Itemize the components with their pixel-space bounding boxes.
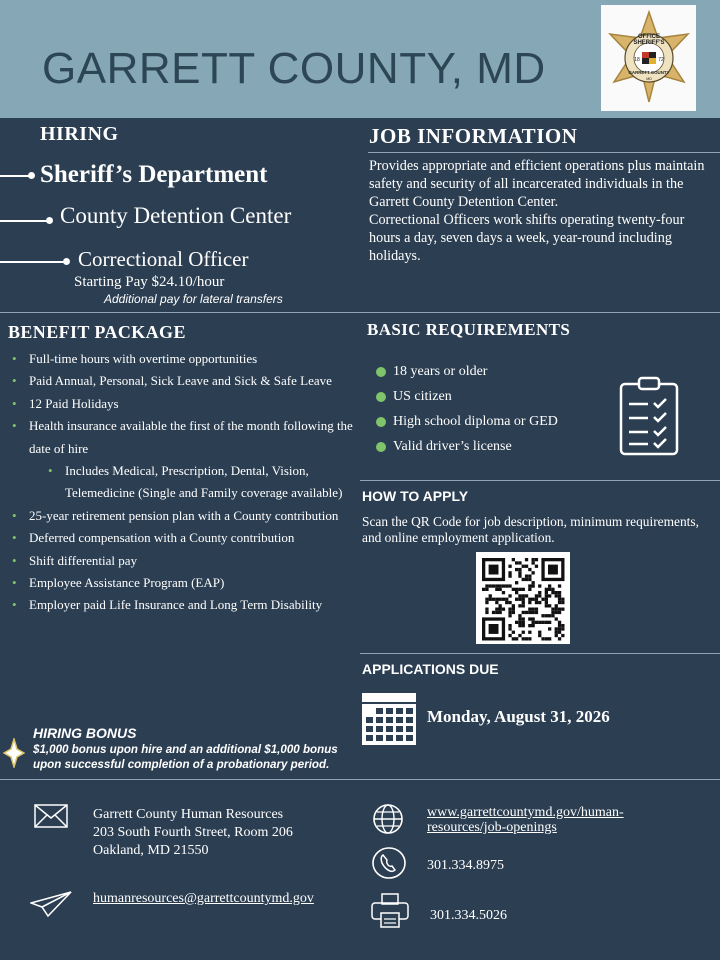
qr-module bbox=[522, 594, 525, 597]
qr-module bbox=[522, 601, 525, 604]
position-line bbox=[0, 261, 65, 263]
qr-module bbox=[515, 588, 518, 591]
qr-module bbox=[492, 584, 495, 587]
hiring-bonus-heading: HIRING BONUS bbox=[33, 725, 137, 741]
qr-module bbox=[499, 611, 502, 614]
qr-module bbox=[548, 584, 551, 587]
divider-apply bbox=[360, 480, 720, 481]
clipboard-checklist-icon bbox=[618, 376, 680, 456]
qr-module bbox=[515, 621, 518, 624]
qr-module bbox=[532, 617, 535, 620]
qr-module bbox=[515, 581, 518, 584]
qr-module bbox=[538, 631, 541, 634]
qr-module bbox=[525, 578, 528, 581]
qr-module bbox=[522, 565, 525, 568]
qr-module bbox=[528, 611, 531, 614]
qr-module bbox=[535, 601, 538, 604]
qr-module bbox=[528, 584, 531, 587]
qr-module bbox=[555, 634, 558, 637]
qr-module bbox=[525, 565, 528, 568]
qr-module bbox=[522, 604, 525, 607]
contact-website-line2[interactable]: resources/job-openings bbox=[427, 820, 557, 835]
qr-module bbox=[518, 588, 521, 591]
calendar-day-cell bbox=[386, 726, 393, 732]
qr-module bbox=[532, 584, 535, 587]
qr-module bbox=[522, 588, 525, 591]
qr-module bbox=[532, 581, 535, 584]
qr-module bbox=[548, 594, 551, 597]
qr-finder-pattern bbox=[489, 624, 499, 634]
qr-module bbox=[499, 608, 502, 611]
qr-module bbox=[508, 584, 511, 587]
qr-module bbox=[508, 627, 511, 630]
job-info-rule bbox=[368, 152, 720, 153]
qr-module bbox=[538, 584, 541, 587]
qr-module bbox=[495, 584, 498, 587]
how-to-apply-heading: HOW TO APPLY bbox=[362, 488, 469, 504]
qr-module bbox=[505, 598, 508, 601]
qr-module bbox=[522, 631, 525, 634]
calendar-day-cell bbox=[366, 726, 373, 732]
benefit-item: • 25-year retirement pension plan with a County contribution bbox=[10, 505, 355, 527]
department-dot bbox=[28, 172, 35, 179]
calendar-day-cell bbox=[396, 735, 403, 741]
calendar-day-cell bbox=[376, 726, 383, 732]
qr-module bbox=[538, 634, 541, 637]
requirements-list bbox=[376, 359, 558, 459]
contact-website bbox=[427, 805, 624, 835]
qr-module bbox=[485, 588, 488, 591]
qr-module bbox=[518, 594, 521, 597]
qr-module bbox=[558, 624, 561, 627]
qr-module bbox=[495, 598, 498, 601]
phone-icon bbox=[371, 846, 407, 880]
qr-module bbox=[485, 598, 488, 601]
qr-module bbox=[551, 608, 554, 611]
calendar-day-cell bbox=[376, 735, 383, 741]
qr-module bbox=[499, 598, 502, 601]
qr-module bbox=[532, 621, 535, 624]
qr-module bbox=[535, 594, 538, 597]
center-dot bbox=[46, 217, 53, 224]
mail-icon bbox=[34, 804, 68, 828]
position-dot bbox=[63, 258, 70, 265]
requirement-item: 18 years or older bbox=[376, 359, 558, 384]
qr-module bbox=[532, 558, 535, 561]
qr-module bbox=[558, 591, 561, 594]
qr-module bbox=[528, 568, 531, 571]
qr-module bbox=[558, 594, 561, 597]
globe-icon bbox=[372, 803, 404, 835]
qr-module bbox=[508, 565, 511, 568]
calendar-day-cell bbox=[366, 717, 373, 723]
qr-module bbox=[515, 637, 518, 640]
qr-module bbox=[555, 604, 558, 607]
qr-module bbox=[518, 634, 521, 637]
qr-module bbox=[535, 621, 538, 624]
benefit-list bbox=[10, 348, 355, 617]
qr-module bbox=[518, 624, 521, 627]
qr-module bbox=[545, 601, 548, 604]
qr-module bbox=[538, 591, 541, 594]
qr-module bbox=[551, 614, 554, 617]
qr-module bbox=[485, 584, 488, 587]
divider-due bbox=[360, 653, 720, 654]
qr-module bbox=[522, 611, 525, 614]
badge-text-office: OFFICE bbox=[637, 34, 660, 40]
qr-module bbox=[532, 571, 535, 574]
qr-module bbox=[525, 611, 528, 614]
qr-module bbox=[512, 558, 515, 561]
qr-module bbox=[508, 575, 511, 578]
qr-module bbox=[482, 588, 485, 591]
qr-module bbox=[535, 608, 538, 611]
qr-module bbox=[502, 591, 505, 594]
qr-module bbox=[561, 624, 564, 627]
job-info-heading: JOB INFORMATION bbox=[369, 124, 578, 148]
qr-module bbox=[545, 588, 548, 591]
qr-module bbox=[545, 594, 548, 597]
qr-module bbox=[508, 571, 511, 574]
qr-module bbox=[558, 608, 561, 611]
calendar-day-cell bbox=[406, 735, 413, 741]
benefit-item: • Health insurance available the first of the month following the date of hire bbox=[10, 415, 355, 460]
department-name: Sheriff’s Department bbox=[40, 161, 268, 188]
qr-module bbox=[558, 637, 561, 640]
qr-module bbox=[499, 604, 502, 607]
job-info-paragraph-2: Correctional Officers work shifts operating twenty-four hours a day, seven days a week, year-round including holidays. bbox=[369, 212, 685, 264]
qr-module bbox=[522, 617, 525, 620]
qr-module bbox=[541, 614, 544, 617]
starting-pay: Starting Pay $24.10/hour bbox=[74, 274, 225, 290]
detention-center: County Detention Center bbox=[60, 203, 292, 228]
qr-module bbox=[528, 624, 531, 627]
qr-module bbox=[538, 601, 541, 604]
qr-module bbox=[522, 624, 525, 627]
qr-module bbox=[489, 594, 492, 597]
calendar-day-cell bbox=[406, 726, 413, 732]
divider-contact bbox=[0, 779, 720, 780]
how-to-apply-text: Scan the QR Code for job description, minimum requirements, and online employment application. bbox=[362, 514, 699, 545]
job-info-text bbox=[369, 157, 714, 265]
qr-module bbox=[548, 621, 551, 624]
calendar-day-cell bbox=[386, 717, 393, 723]
badge-text-top: SHERIFF'S bbox=[632, 40, 665, 46]
qr-module bbox=[545, 637, 548, 640]
benefit-subitem: • Includes Medical, Prescription, Dental, Vision, Telemedicine (Single and Family coverage available) bbox=[10, 460, 355, 505]
qr-module bbox=[485, 608, 488, 611]
qr-module bbox=[525, 575, 528, 578]
badge-text-bottom: GARRETT COUNTY bbox=[628, 70, 669, 75]
qr-module bbox=[505, 601, 508, 604]
requirement-item: High school diploma or GED bbox=[376, 409, 558, 434]
qr-module bbox=[535, 565, 538, 568]
qr-module bbox=[541, 598, 544, 601]
qr-module bbox=[512, 637, 515, 640]
requirement-item: Valid driver’s license bbox=[376, 434, 558, 459]
calendar-day-cell bbox=[386, 735, 393, 741]
qr-module bbox=[489, 584, 492, 587]
qr-module bbox=[548, 637, 551, 640]
qr-module bbox=[508, 608, 511, 611]
qr-module bbox=[518, 561, 521, 564]
qr-module bbox=[558, 601, 561, 604]
contact-email-link[interactable]: humanresources@garrettcountymd.gov bbox=[93, 891, 314, 906]
qr-module bbox=[528, 575, 531, 578]
requirement-item: US citizen bbox=[376, 384, 558, 409]
job-info-paragraph-1: Provides appropriate and efficient operations plus maintain safety and security of all incarcerated individuals in the Garrett County Detention Center. bbox=[369, 158, 705, 210]
benefit-item: • Employee Assistance Program (EAP) bbox=[10, 572, 355, 594]
badge-year-right: 72 bbox=[657, 57, 664, 63]
calendar-icon bbox=[362, 693, 416, 745]
qr-module bbox=[518, 575, 521, 578]
qr-module bbox=[532, 561, 535, 564]
badge-year-left: 18 bbox=[633, 57, 640, 63]
calendar-day-cell bbox=[366, 735, 373, 741]
lateral-transfer-note: Additional pay for lateral transfers bbox=[104, 292, 283, 306]
qr-module bbox=[485, 611, 488, 614]
calendar-day-cell bbox=[376, 708, 383, 714]
qr-module bbox=[495, 588, 498, 591]
qr-module bbox=[522, 621, 525, 624]
qr-module bbox=[555, 631, 558, 634]
qr-module bbox=[502, 584, 505, 587]
qr-module bbox=[538, 594, 541, 597]
qr-module bbox=[551, 591, 554, 594]
qr-module bbox=[525, 637, 528, 640]
qr-module bbox=[548, 614, 551, 617]
contact-phone: 301.334.8975 bbox=[427, 858, 504, 873]
send-paper-plane-icon bbox=[30, 891, 72, 917]
qr-module bbox=[492, 611, 495, 614]
qr-module bbox=[545, 614, 548, 617]
qr-module bbox=[518, 598, 521, 601]
qr-module bbox=[548, 627, 551, 630]
qr-module bbox=[515, 591, 518, 594]
contact-email-wrap bbox=[93, 890, 314, 908]
requirements-heading: BASIC REQUIREMENTS bbox=[367, 320, 571, 339]
qr-module bbox=[495, 611, 498, 614]
fax-printer-icon bbox=[370, 893, 410, 929]
calendar-day-cell bbox=[396, 726, 403, 732]
qr-module bbox=[515, 598, 518, 601]
center-line bbox=[0, 220, 48, 222]
hiring-heading: HIRING bbox=[40, 123, 119, 145]
qr-module bbox=[545, 604, 548, 607]
qr-module bbox=[508, 611, 511, 614]
qr-module bbox=[525, 594, 528, 597]
qr-module bbox=[541, 637, 544, 640]
qr-module bbox=[495, 608, 498, 611]
qr-module bbox=[508, 624, 511, 627]
qr-module bbox=[515, 561, 518, 564]
qr-module bbox=[512, 604, 515, 607]
qr-module bbox=[528, 608, 531, 611]
qr-module bbox=[508, 594, 511, 597]
calendar-day-cell bbox=[406, 717, 413, 723]
applications-due-heading: APPLICATIONS DUE bbox=[362, 661, 499, 677]
qr-module bbox=[508, 601, 511, 604]
qr-module bbox=[489, 598, 492, 601]
qr-module bbox=[555, 608, 558, 611]
department-line bbox=[0, 175, 30, 177]
qr-module bbox=[512, 631, 515, 634]
benefit-item: • Shift differential pay bbox=[10, 550, 355, 572]
benefit-heading: BENEFIT PACKAGE bbox=[8, 322, 186, 342]
qr-module bbox=[528, 601, 531, 604]
benefit-item: • 12 Paid Holidays bbox=[10, 393, 355, 415]
qr-module bbox=[561, 598, 564, 601]
qr-module bbox=[535, 558, 538, 561]
qr-module bbox=[558, 627, 561, 630]
position-title: Correctional Officer bbox=[78, 247, 249, 271]
contact-address bbox=[93, 806, 293, 860]
qr-module bbox=[545, 621, 548, 624]
contact-website-line1[interactable]: www.garrettcountymd.gov/human- bbox=[427, 805, 624, 820]
qr-code[interactable] bbox=[476, 552, 570, 644]
qr-module bbox=[558, 621, 561, 624]
qr-module bbox=[522, 578, 525, 581]
qr-module bbox=[508, 634, 511, 637]
contact-org: Garrett County Human Resources bbox=[93, 807, 284, 822]
qr-module bbox=[518, 614, 521, 617]
qr-module bbox=[551, 588, 554, 591]
qr-module bbox=[528, 588, 531, 591]
qr-module bbox=[555, 611, 558, 614]
qr-module bbox=[502, 608, 505, 611]
qr-module bbox=[532, 624, 535, 627]
qr-module bbox=[485, 601, 488, 604]
hiring-bonus-text: $1,000 bonus upon hire and an additional $1,000 bonus upon successful completion of a probationary period. bbox=[33, 743, 338, 771]
qr-module bbox=[558, 598, 561, 601]
qr-module bbox=[518, 617, 521, 620]
contact-street: 203 South Fourth Street, Room 206 bbox=[93, 825, 293, 840]
qr-module bbox=[558, 611, 561, 614]
calendar-day-cell bbox=[396, 717, 403, 723]
qr-module bbox=[548, 588, 551, 591]
qr-module bbox=[532, 598, 535, 601]
page-title: GARRETT COUNTY, MD bbox=[42, 44, 546, 93]
contact-fax: 301.334.5026 bbox=[430, 908, 507, 923]
qr-module bbox=[548, 604, 551, 607]
qr-module bbox=[532, 611, 535, 614]
qr-module bbox=[512, 588, 515, 591]
calendar-day-cell bbox=[386, 708, 393, 714]
qr-module bbox=[492, 598, 495, 601]
qr-module bbox=[522, 637, 525, 640]
qr-module bbox=[518, 604, 521, 607]
qr-module bbox=[525, 558, 528, 561]
qr-code-graphic bbox=[476, 552, 570, 644]
qr-finder-pattern bbox=[548, 565, 558, 575]
qr-finder-pattern bbox=[489, 565, 499, 575]
qr-module bbox=[535, 611, 538, 614]
sheriff-badge-logo bbox=[601, 5, 696, 111]
qr-module bbox=[532, 608, 535, 611]
qr-module bbox=[555, 617, 558, 620]
qr-module bbox=[555, 594, 558, 597]
qr-module bbox=[545, 598, 548, 601]
qr-module bbox=[558, 631, 561, 634]
qr-module bbox=[505, 584, 508, 587]
qr-module bbox=[512, 608, 515, 611]
badge-text-state: MD bbox=[645, 77, 652, 81]
qr-module bbox=[508, 614, 511, 617]
benefit-item: • Deferred compensation with a County contribution bbox=[10, 527, 355, 549]
divider-mid bbox=[0, 312, 720, 313]
qr-module bbox=[518, 571, 521, 574]
contact-city: Oakland, MD 21550 bbox=[93, 843, 209, 858]
qr-module bbox=[515, 568, 518, 571]
benefit-item: • Paid Annual, Personal, Sick Leave and Sick & Safe Leave bbox=[10, 370, 355, 392]
calendar-day-cell bbox=[376, 717, 383, 723]
star-icon bbox=[3, 738, 25, 768]
qr-module bbox=[561, 634, 564, 637]
qr-module bbox=[538, 621, 541, 624]
qr-module bbox=[528, 637, 531, 640]
benefit-item: • Full-time hours with overtime opportunities bbox=[10, 348, 355, 370]
calendar-day-cell bbox=[406, 708, 413, 714]
qr-module bbox=[512, 611, 515, 614]
qr-module bbox=[555, 591, 558, 594]
qr-module bbox=[528, 631, 531, 634]
qr-module bbox=[518, 621, 521, 624]
applications-due-date: Monday, August 31, 2026 bbox=[427, 707, 610, 726]
qr-module bbox=[502, 598, 505, 601]
qr-module bbox=[495, 601, 498, 604]
qr-module bbox=[499, 584, 502, 587]
qr-module bbox=[561, 601, 564, 604]
qr-module bbox=[545, 591, 548, 594]
calendar-day-cell bbox=[396, 708, 403, 714]
qr-module bbox=[555, 627, 558, 630]
qr-module bbox=[558, 584, 561, 587]
qr-module bbox=[561, 608, 564, 611]
qr-module bbox=[528, 617, 531, 620]
qr-module bbox=[522, 598, 525, 601]
qr-module bbox=[518, 568, 521, 571]
qr-module bbox=[499, 588, 502, 591]
benefit-item: • Employer paid Life Insurance and Long Term Disability bbox=[10, 594, 355, 616]
qr-module bbox=[561, 627, 564, 630]
qr-module bbox=[541, 621, 544, 624]
qr-module bbox=[535, 598, 538, 601]
qr-module bbox=[551, 611, 554, 614]
qr-module bbox=[528, 598, 531, 601]
qr-module bbox=[528, 578, 531, 581]
